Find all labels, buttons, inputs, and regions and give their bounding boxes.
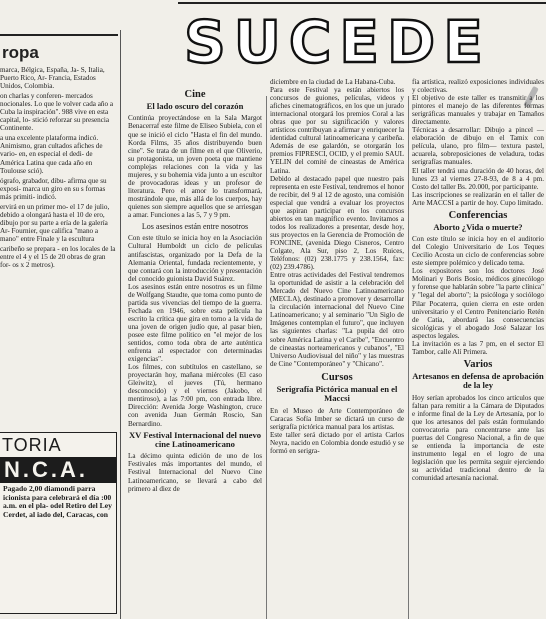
article-heading: XV Festival Internacional del nuevo cine Latinoamericano — [128, 429, 262, 449]
ad-text — [0, 483, 116, 519]
section-title: Conferencias — [448, 209, 508, 221]
article-paragraph: La invitación es a las 7 pm, en el sector El Tambor, calle Alí Primera. — [412, 339, 544, 356]
column-cine — [128, 86, 262, 619]
left-paragraph: ógrafo, grabador, dibu- afirma que su exposi- marca un giro en su s formas más primiti- indicó. — [0, 176, 107, 201]
advertisement-box — [0, 432, 117, 614]
left-paragraph: marca, Bélgica, España, Ja- S, Italia, Puerto Rico, Ar- Francia, Estados Unidos, Colombia. — [0, 66, 105, 91]
section-title: Cine — [184, 89, 206, 100]
article-paragraph: Este taller será dictado por el artista Carlos Neyra, nacido en Colombia donde estudió y se formó en serigra- — [270, 430, 404, 455]
article-paragraph: diciembre en la ciudad de La Habana-Cuba. — [270, 78, 396, 86]
article-paragraph: Los asesinos están entre nosotros es un filme de Wolfgang Staudte, que toma como punto de partida sus vivencias del tiempo de la guerra. Fechada en 1946, sobre esta película ha escrito la crítica que gira en torno a la vida de una joven de origen judío que, al pasar bien, posee este filme político en "el mejor de los sentidos, como toda obra de arte auténtica enfrenta al espectador con determinadas exigencias". — [128, 282, 262, 364]
column-divider — [266, 96, 267, 619]
article-heading: Aborto ¿Vida o muerte? — [433, 221, 523, 232]
left-paragraph: a una excelente plataforma indicó. Animismo, gran cultados afiches de vario- en, en especial el dedi- de América Latina que cada año en Toulouse sció). — [0, 134, 103, 175]
masthead-title: SUCEDE — [184, 8, 491, 76]
article-paragraph: fía artística, realizó exposiciones individuales y colectivas. — [412, 78, 544, 95]
article-paragraph: Los expositores son los doctores José Molinari y Boris Bosio, médicos ginecólogo y forense que hablarán sobre "la parte clínica" y "legal del aborto"; la psicóloga y sociólogo Pilar Pocaterra, quien cierra en este orden universitario y el Centro Penitenciario Retén de Catia, abordará las consecuencias sicológicas y el abogado José Salazar los aspectos legales. — [412, 267, 544, 340]
left-column — [0, 66, 116, 430]
ad-banner: N.C.A. — [0, 457, 116, 483]
article-paragraph: Hoy serían aprobados los cinco artículos que faltan para remitir a la Cámara de Diputados e informe final de la Ley de Artesanía, por lo que los artesanos del país están formulando convocatoria para concentrarse ante las puertas del Congreso Nacional, a fin de que se entienda la importancia de este instrumento legal en el logro de una legislación que les permita seguir ejerciendo su actividad tradicional dentro de la comunidad artesanía nacional. — [412, 393, 544, 483]
article-heading: Artesanos en defensa de aprobación de la ley — [412, 370, 544, 391]
article-paragraph: Las inscripciones se realizarán en el taller de Arte MACCSI a partir de hoy. Cupo limitado. — [412, 190, 544, 207]
left-paragraph: caribeño se prepara - en los locales de la entre el 4 y el 15 de 20 obras de gran for- os x 2 metros). — [0, 244, 116, 270]
article-paragraph: Debido al destacado papel que nuestro país representa en este Festival, tendremos el honor de recibir, del 9 al 12 de agosto, una comisión especial que vendrá a evaluar los proyectos que aspiran participar en los concursos abiertos en tan magnífico evento. Invitamos a todos los realizadores a presentar, desde hoy, sus proyectos en la Gerencia de Promoción de FONCINE, (avenida Diego Cisneros, Centro Colgate, Ala Sur, piso 2, Los Ruices, Teléfonos: (02) 238.1775 y 238.1564, fax: (02) 239.4786). — [270, 174, 404, 272]
left-paragraph: on charlas y conferen- mercados nocionales. Lo que le volver cada año a Cuba la inspiración". 988 vive en esta capital, lo- stició reforzar su presencia Continente. — [0, 92, 114, 133]
column-cursos — [412, 78, 544, 619]
column-divider — [120, 30, 121, 619]
section-title: Cursos — [321, 371, 353, 383]
article-heading: Serigrafía Pictórica manual en el Maccsi — [276, 383, 398, 404]
article-paragraph: Los filmes, con subtítulos en castellano, se proyectarán hoy, mañana miércoles (El caso Gleiwitz), el jueves (Tú, hermano desconocido) y el viernes (Jakobo, el mentiroso), a las 7:00 pm, con entrada libre. Dirección: Avenida Jorge Washington, cruce con avenida Juan Germán Roscio, San Bernardino. — [128, 363, 262, 428]
column-festival — [270, 78, 404, 619]
article-paragraph: En el Museo de Arte Contemporáneo de Caracas Sofía Imber se dictará un curso de serigrafía pictórica manual para los artistas. — [270, 406, 404, 431]
article-paragraph: Técnicas a desarrollar: Dibujo a pincel —elaboración de dibujo en el Tamix con película, ulano, pro film— textura pastel, acuarela, sobreposiciones de veladura, todas serigrafías manuales. — [412, 126, 544, 167]
article-paragraph: El taller tendrá una duración de 40 horas, del lunes 23 al viernes 27-8-93, de 8 a 4 pm. Costo del taller Bs. 20.000, por participante. — [412, 166, 544, 191]
article-paragraph: Con este título se inicia hoy en el auditorio del Colegio Universitario de Los Teques Cecilio Acosta un ciclo de conferencias sobre este siempre polémico y delicado tema. — [412, 235, 544, 268]
article-paragraph: Continúa proyectándose en la Sala Margot Benacerraf este filme de Eliseo Subiela, con el que se inició el ciclo "Hasta el fin del mundo. Korda Films, 35 años distribuyendo buen cine". Se trata de un filme en el que Oliverio, su protagonista, un joven poeta que mantiene complejas relaciones con la vida y las mujeres, y su bohemia vida junto a un escultor de provocadoras ideas y un profesor de literatura. Pero el amor lo transformará, mostrándole que, más allá de los cuerpos, hay quienes son siempre aquellos que se arriesgan a amar. Funciones a las 5, 7 y 9 pm. — [128, 114, 262, 219]
article-paragraph: Con este título se inicia hoy en la Asociación Cultural Humboldt un ciclo de películas antifascistas, organizado por la Defa de la Alemania Oriental, fundada recientemente, y que contará con la introducción y presentación del conocido guionista David Suárez. — [128, 234, 262, 283]
left-section-header: ropa — [2, 43, 39, 62]
ad-paragraph: Pagado 2,00 diamondi parra icionista para celebrará el día :00 a.m. en el pla- odel Retiro del Ley Cerdet, al iado del, Caracas, con — [3, 484, 112, 519]
article-paragraph: La décimo quinta edición de uno de los Festivales más importantes del mundo, el Festival Internacional del Nuevo Cine Latinoamericano, se llevará a cabo del primero al diez de — [128, 452, 262, 493]
article-heading: El lado oscuro del corazón — [146, 101, 244, 111]
section-title: Varios — [463, 358, 493, 370]
article-heading: Los asesinos están entre nosotros — [141, 222, 249, 232]
article-paragraph: Para este Festival ya están abiertos los concursos de guiones, películas, videos y afiches cinematográficos, en los que un jurado internacional otorgará los premios Coral a las obras que por su significación y valores artísticos contribuyan a afirmar y enriquecer la identidad cultural latinoamericana y caribeña. Además de ese galardón, se otorgarán los premios FIPRESCI, OCID, y el premio SAUL YELIN del comité de cineastas de América Latina. — [270, 86, 404, 175]
article-paragraph: Entre otras actividades del Festival tendremos la oportunidad de asistir a la celebración del Mercado del Nuevo Cine Latinoamericano (MECLA), destinado a promover y desarrollar la circulación internacional del Nuevo Cine Latinoamericano; y al seminario "Un Siglo de Imágenes contemplan el futuro", que incluyen las siguientes charlas: "La pupila del otro sobre América Latina y el Caribe", "Encuentro de cineastas norteamericanos y cubanos", "El Universo Audiovisual del niño" y las muestras de Cine "Contemporáneo" y "Chicano". — [270, 271, 404, 368]
column-divider — [408, 96, 409, 619]
article-paragraph: El objetivo de este taller es transmitir a los pintores el manejo de las diferentes formas serigráficas manuales y trabajar en Tamaños directamente. — [412, 94, 544, 127]
ad-title: TORIA — [2, 435, 62, 455]
masthead — [178, 2, 546, 76]
left-paragraph: ervirá en un primer mo- el 17 de julio, debido a olongará hasta el 10 de ero, dibujo por su parte a ería de la galería Ar- Fournier, que califica "mano a mano" entre Finale y la escultura — [0, 202, 110, 243]
left-header-rule — [0, 34, 118, 36]
